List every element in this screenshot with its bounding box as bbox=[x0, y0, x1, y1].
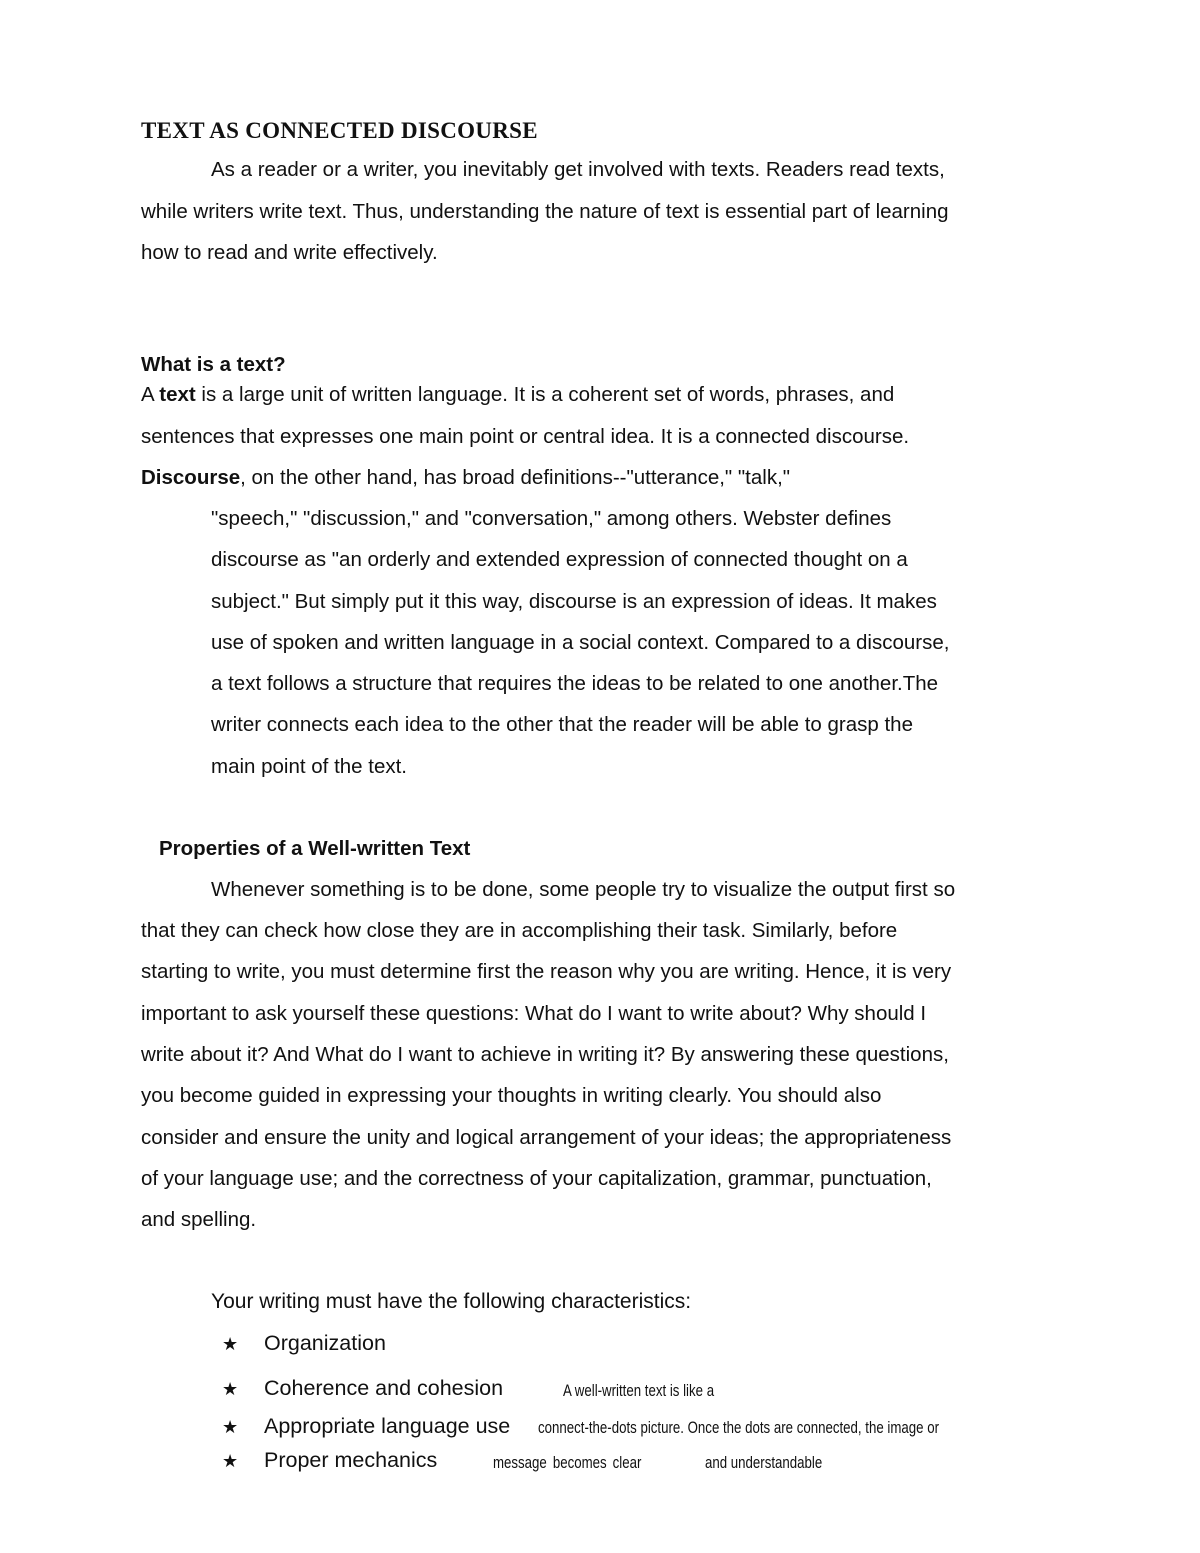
properties-line-5: write about it? And What do I want to achieve in writing it? By answering these questions, bbox=[141, 1043, 949, 1066]
properties-line-1: Whenever something is to be done, some people try to visualize the output first so bbox=[211, 878, 956, 901]
indented-line-1: "speech," "discussion," and "conversation," among others. Webster defines bbox=[211, 507, 892, 530]
list-item bbox=[222, 1448, 437, 1473]
list-item-label: Organization bbox=[264, 1331, 386, 1355]
side-note-line-1: A well-written text is like a bbox=[563, 1381, 715, 1400]
indented-line-7: main point of the text. bbox=[211, 755, 408, 778]
indented-line-5: a text follows a structure that requires the ideas to be related to one another.The bbox=[211, 672, 939, 695]
term-discourse: Discourse bbox=[141, 466, 241, 489]
indented-line-6: writer connects each idea to the other that the reader will be able to grasp the bbox=[211, 713, 913, 736]
list-item-label: Proper mechanics bbox=[264, 1448, 438, 1472]
section1-line-3 bbox=[141, 466, 790, 490]
properties-line-8: of your language use; and the correctness of your capitalization, grammar, punctuation, bbox=[141, 1167, 932, 1190]
properties-line-4: important to ask yourself these questions: What do I want to write about? Why should I bbox=[141, 1002, 927, 1025]
indented-line-2: discourse as "an orderly and extended expression of connected thought on a bbox=[211, 548, 908, 571]
star-icon: ★ bbox=[222, 1334, 239, 1354]
discourse-definition: , on the other hand, has broad definitions--"utterance," "talk," bbox=[240, 466, 791, 489]
section-heading-what-is-text: What is a text? bbox=[141, 353, 286, 376]
star-icon: ★ bbox=[222, 1451, 239, 1471]
side-note-line-3b: and understandable bbox=[705, 1453, 823, 1472]
star-icon: ★ bbox=[222, 1379, 239, 1399]
section-heading-properties: Properties of a Well-written Text bbox=[159, 837, 471, 860]
section1-line-1 bbox=[141, 383, 894, 407]
intro-line-1: As a reader or a writer, you inevitably get involved with texts. Readers read texts, bbox=[211, 158, 945, 181]
term-text: text bbox=[159, 383, 196, 406]
section1-line-2: sentences that expresses one main point or central idea. It is a connected discourse. bbox=[141, 425, 910, 448]
star-icon: ★ bbox=[222, 1417, 239, 1437]
properties-line-2: that they can check how close they are in accomplishing their task. Similarly, before bbox=[141, 919, 898, 942]
list-item bbox=[222, 1376, 503, 1401]
section1-text-rest: is a large unit of written language. It is a coherent set of words, phrases, and bbox=[195, 383, 895, 406]
list-item bbox=[222, 1331, 386, 1356]
indented-line-4: use of spoken and written language in a social context. Compared to a discourse, bbox=[211, 631, 950, 654]
section1-text-prefix: A bbox=[141, 383, 160, 406]
properties-line-7: consider and ensure the unity and logical arrangement of your ideas; the appropriateness bbox=[141, 1126, 952, 1149]
intro-line-3: how to read and write effectively. bbox=[141, 241, 438, 264]
list-item-label: Coherence and cohesion bbox=[264, 1376, 504, 1400]
list-item bbox=[222, 1414, 510, 1439]
side-note-line-3a: message becomes clear bbox=[493, 1453, 642, 1472]
properties-line-3: starting to write, you must determine first the reason why you are writing. Hence, it is very bbox=[141, 960, 952, 983]
properties-line-6: you become guided in expressing your thoughts in writing clearly. You should also bbox=[141, 1084, 882, 1107]
properties-line-9: and spelling. bbox=[141, 1208, 257, 1231]
list-item-label: Appropriate language use bbox=[264, 1414, 511, 1438]
characteristics-intro: Your writing must have the following characteristics: bbox=[211, 1290, 692, 1313]
side-note-line-2: connect-the-dots picture. Once the dots are connected, the image or bbox=[538, 1418, 939, 1437]
indented-line-3: subject." But simply put it this way, discourse is an expression of ideas. It makes bbox=[211, 590, 937, 613]
page-title: TEXT AS CONNECTED DISCOURSE bbox=[141, 118, 538, 143]
intro-line-2: while writers write text. Thus, understanding the nature of text is essential part of learning bbox=[141, 200, 949, 223]
